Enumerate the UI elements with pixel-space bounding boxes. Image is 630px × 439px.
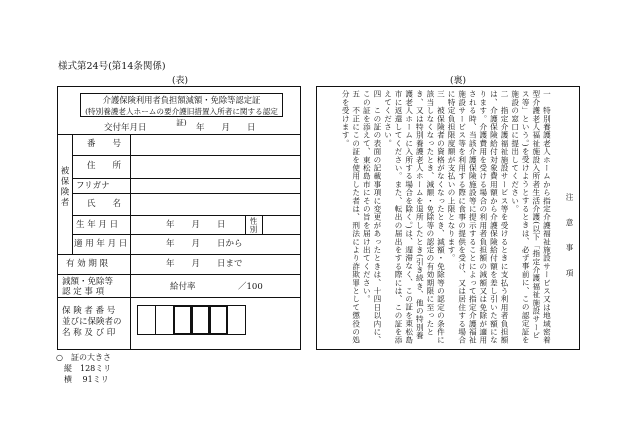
certificate-title: 介護保険利用者負担額減額・免除等認定証	[102, 95, 261, 105]
insurer-digit-box[interactable]	[209, 305, 228, 335]
size-height: 縦 128ミリ	[64, 364, 112, 373]
grid-line	[72, 234, 301, 235]
grid-line	[72, 155, 301, 156]
grid-line	[72, 178, 301, 179]
benefit-rate: 給付率 ／100	[170, 282, 263, 292]
size-width: 横 91ミリ	[64, 375, 109, 384]
insured-person-label: 被保険者	[59, 166, 69, 208]
insurer-digit-box[interactable]	[173, 305, 192, 335]
furigana-label: フリガナ	[76, 181, 110, 191]
grid-line	[155, 305, 156, 335]
grid-line	[72, 193, 301, 194]
applied-date-label: 適 用 年 月 日	[74, 239, 128, 249]
insurer-label: 保 険 者 番 号	[62, 306, 116, 316]
certificate-subtitle: (特別養護老人ホームの要介護旧措置入所者に関する認定証)	[85, 107, 278, 127]
grid-line	[72, 134, 73, 254]
reduction-label: 減額・免除等	[62, 277, 114, 287]
notes-section	[340, 90, 574, 345]
back-side-header: (裏)	[450, 76, 467, 86]
birth-date-label: 生 年 月 日	[76, 220, 119, 230]
grid-line	[57, 274, 301, 275]
grid-line	[262, 215, 263, 235]
address-label: 住 所	[87, 161, 122, 171]
grid-line	[57, 254, 301, 255]
notes-title: 注 意 事 項	[565, 193, 574, 282]
issue-date-label: 交付年月日	[104, 123, 147, 133]
grid-line	[57, 297, 301, 298]
size-info-title: ○ 証の大きさ	[56, 353, 111, 362]
size-info	[56, 352, 111, 385]
insurer-label-2: 並びに保険者の	[62, 317, 122, 327]
name-label: 氏 名	[87, 199, 122, 209]
grid-line	[72, 215, 301, 216]
applied-date-value: 年 月 日から	[166, 239, 243, 249]
insurer-label-3: 名 称 及 び 印	[62, 328, 116, 338]
note-item: 一 特別養護老人ホームから指定介護福祉施設サービス又は地域密着型介護老人福祉施設入所者生活介護(以下「指定介護福祉施設サービス等」という。)を受けようとするときは、必ず事前に、この認定証を施設の窓口に提出してください。	[510, 90, 552, 345]
note-item: 五 不正にこの証を使用した者は、刑法により詐欺罪として懲役の処分を受けます。	[341, 90, 361, 345]
front-side-header: (表)	[172, 76, 189, 86]
reduction-label-2: 認 定 事 項	[62, 287, 105, 297]
birth-date-value: 年 月 日	[166, 220, 226, 230]
insurer-digit-box[interactable]	[191, 305, 210, 335]
grid-line	[245, 215, 246, 235]
issue-date-value: 年 月 日	[196, 123, 256, 133]
note-item: 四 この証の表面の記載事項に変更があったときは、十四日以内に、この証を添えて、東松島市にその旨を届け出てください。	[362, 90, 382, 345]
note-item: 三 被保険者の資格がなくなったとき、減額・免除等の認定の条件に該当しなくなったとき、減額・免除等の認定の有効期限に至ったとき、又は特別養護老人ホームを退所したとき(引き続き、他の特別養護老人ホームに入所する場合を除く。)は、遅滞なく、この証を東松島市に返還してください。また、転出の届出をする際には、この証を添えてください。	[383, 90, 446, 345]
expiry-label: 有 効 期 限	[66, 259, 109, 269]
grid-line	[130, 134, 131, 350]
expiry-value: 年 月 日まで	[166, 259, 243, 269]
note-item: 二 指定介護福祉施設サービス等を受けるときに支払う利用者負担額は、介護保険給付対象費用額から介護保険給付額を差し引いた額になります。介護費用を受ける場合の利用者負担額の減額又は免除が適用される時、当該介護保険施設等に提示することによって指定介護福祉施設サービス等を利用する際に食事の提供を受け、又は居住する場合に特定負担限度額が支払いの上限となります。	[447, 90, 510, 345]
number-label: 番 号	[87, 139, 122, 149]
sex-label: 性別	[249, 217, 258, 234]
grid-line	[57, 134, 301, 135]
certificate-title-box	[80, 93, 283, 127]
form-number: 様式第24号(第14条関係)	[58, 61, 166, 72]
